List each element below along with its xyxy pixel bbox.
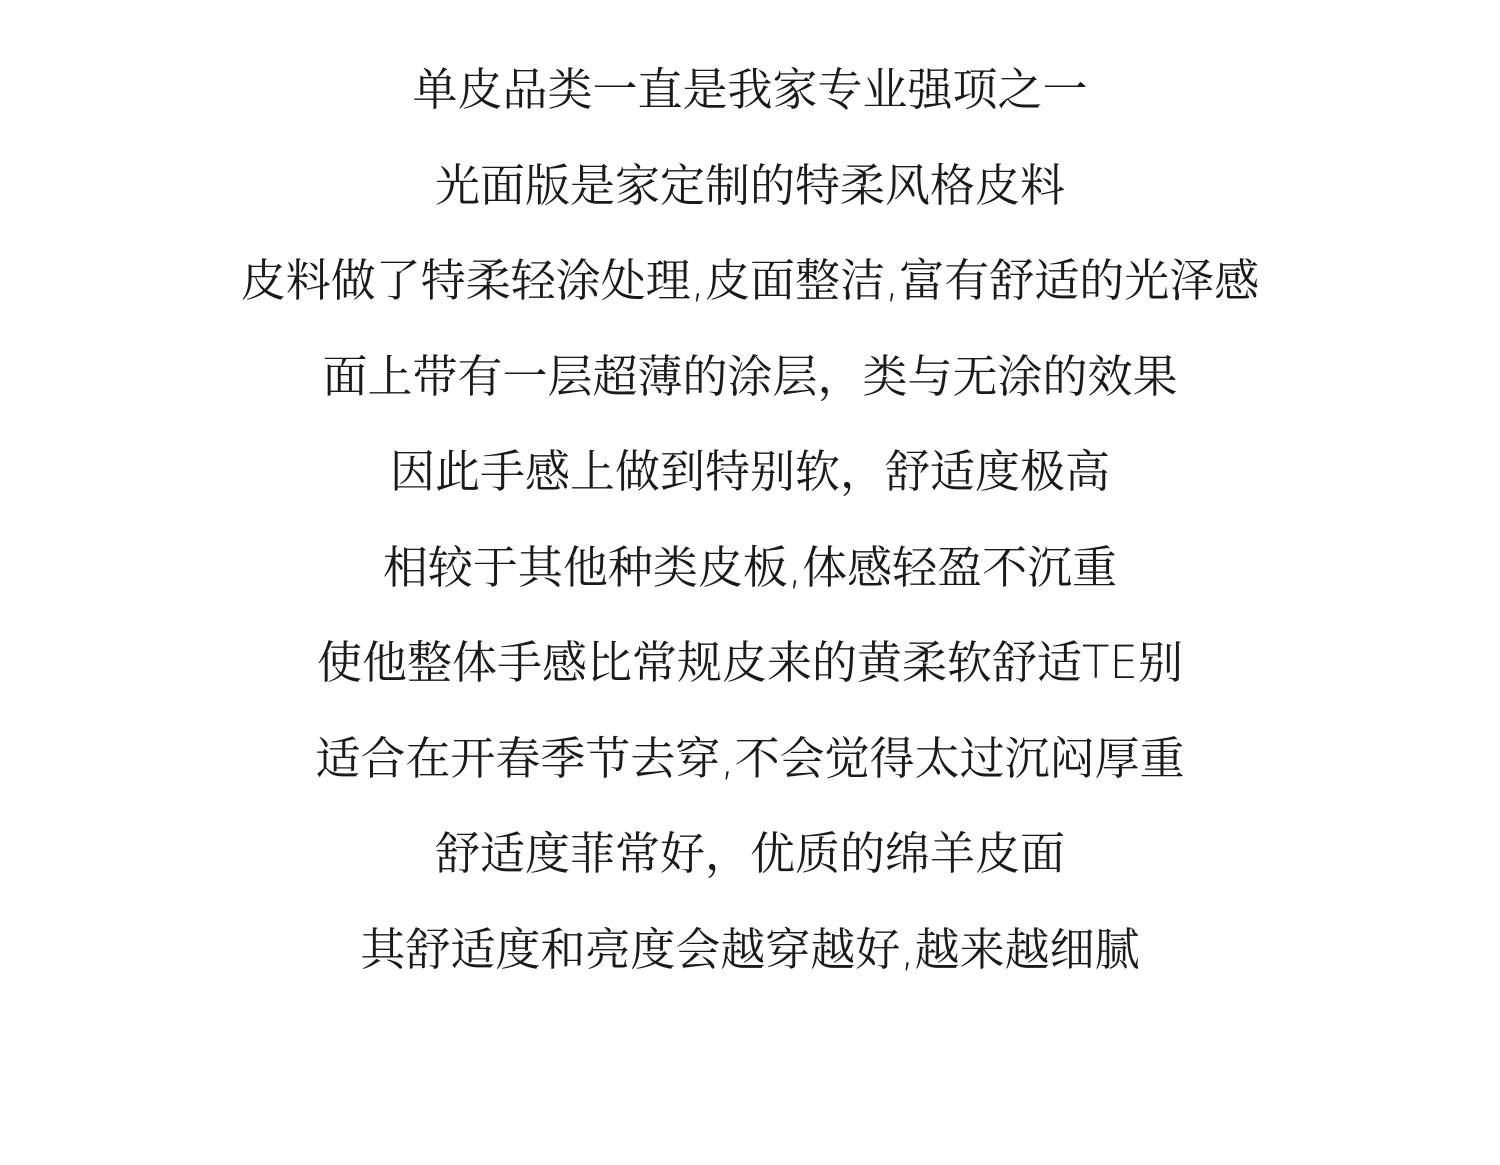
text-line: 其舒适度和亮度会越穿越好,越来越细腻 (360, 922, 1140, 976)
text-line: 皮料做了特柔轻涂处理,皮面整洁,富有舒适的光泽感 (240, 254, 1260, 307)
text-line: 舒适度菲常好，优质的绵羊皮面 (434, 827, 1065, 880)
text-line: 相较于其他种类皮板,体感轻盈不沉重 (382, 540, 1118, 594)
description-text-block (0, 42, 1500, 997)
text-line: 光面版是家定制的特柔风格皮料 (434, 158, 1065, 212)
text-line: 面上带有一层超薄的涂层，类与无涂的效果 (322, 349, 1178, 403)
text-line: 因此手感上做到特别软，舒适度极高 (389, 445, 1110, 498)
text-line: 使他整体手感比常规皮来的黄柔软舒适TE别 (317, 636, 1183, 689)
text-line: 单皮品类一直是我家专业强项之一 (412, 63, 1088, 116)
text-line: 适合在开春季节去穿,不会觉得太过沉闷厚重 (315, 731, 1185, 785)
